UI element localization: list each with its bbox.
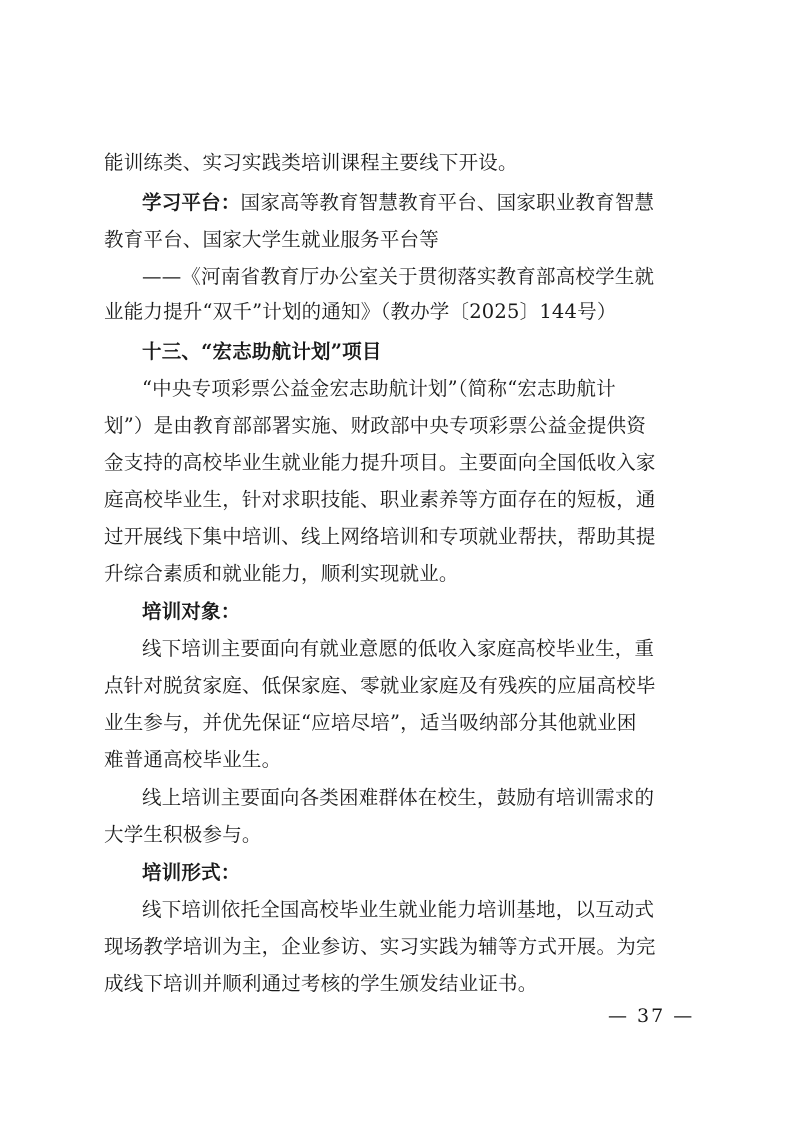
paragraph-line: 过开展线下集中培训、线上网络培训和专项就业帮扶，帮助其提 xyxy=(104,525,656,548)
paragraph-line: 能训练类、实习实践类培训课程主要线下开设。 xyxy=(104,151,518,174)
paragraph-line: “中央专项彩票公益金宏志助航计划”（简称“宏志助航计 xyxy=(142,377,616,400)
paragraph-line: 业生参与，并优先保证“应培尽培”，适当吸纳部分其他就业困 xyxy=(104,711,637,734)
paragraph-line: 点针对脱贫家庭、低保家庭、零就业家庭及有残疾的应届高校毕 xyxy=(104,674,656,697)
platform-text: 国家高等教育智慧教育平台、国家职业教育智慧 xyxy=(240,191,655,214)
subheading-training-target: 培训对象： xyxy=(142,600,241,623)
paragraph-line: 难普通高校毕业生。 xyxy=(104,748,282,771)
platform-label: 学习平台： xyxy=(142,191,241,214)
subheading-training-form: 培训形式： xyxy=(142,861,241,884)
paragraph-line: 线上培训主要面向各类困难群体在校生，鼓励有培训需求的 xyxy=(142,786,655,809)
paragraph-line: 划”）是由教育部部署实施、财政部中央专项彩票公益金提供资 xyxy=(104,414,647,437)
page-number: — 37 — xyxy=(608,1005,695,1027)
citation-line: ——《河南省教育厅办公室关于贯彻落实教育部高校学生就 xyxy=(142,265,655,288)
section-heading: 十三、“宏志助航计划”项目 xyxy=(142,340,382,363)
paragraph-line: 庭高校毕业生，针对求职技能、职业素养等方面存在的短板，通 xyxy=(104,488,656,511)
paragraph-line: 成线下培训并顺利通过考核的学生颁发结业证书。 xyxy=(104,972,538,995)
paragraph-line: 金支持的高校毕业生就业能力提升项目。主要面向全国低收入家 xyxy=(104,451,656,474)
paragraph-line: 线下培训主要面向有就业意愿的低收入家庭高校毕业生，重 xyxy=(142,637,655,660)
paragraph-line: 线下培训依托全国高校毕业生就业能力培训基地，以互动式 xyxy=(142,898,655,921)
paragraph-line: 教育平台、国家大学生就业服务平台等 xyxy=(104,228,439,251)
platform-line xyxy=(142,188,732,218)
paragraph-line: 大学生积极参与。 xyxy=(104,823,262,846)
paragraph-line: 现场教学培训为主，企业参访、实习实践为辅等方式开展。为完 xyxy=(104,935,656,958)
paragraph-line: 升综合素质和就业能力，顺利实现就业。 xyxy=(104,562,459,585)
citation-line: 业能力提升“双千”计划的通知》（教办学〔2025〕144号） xyxy=(104,300,617,323)
